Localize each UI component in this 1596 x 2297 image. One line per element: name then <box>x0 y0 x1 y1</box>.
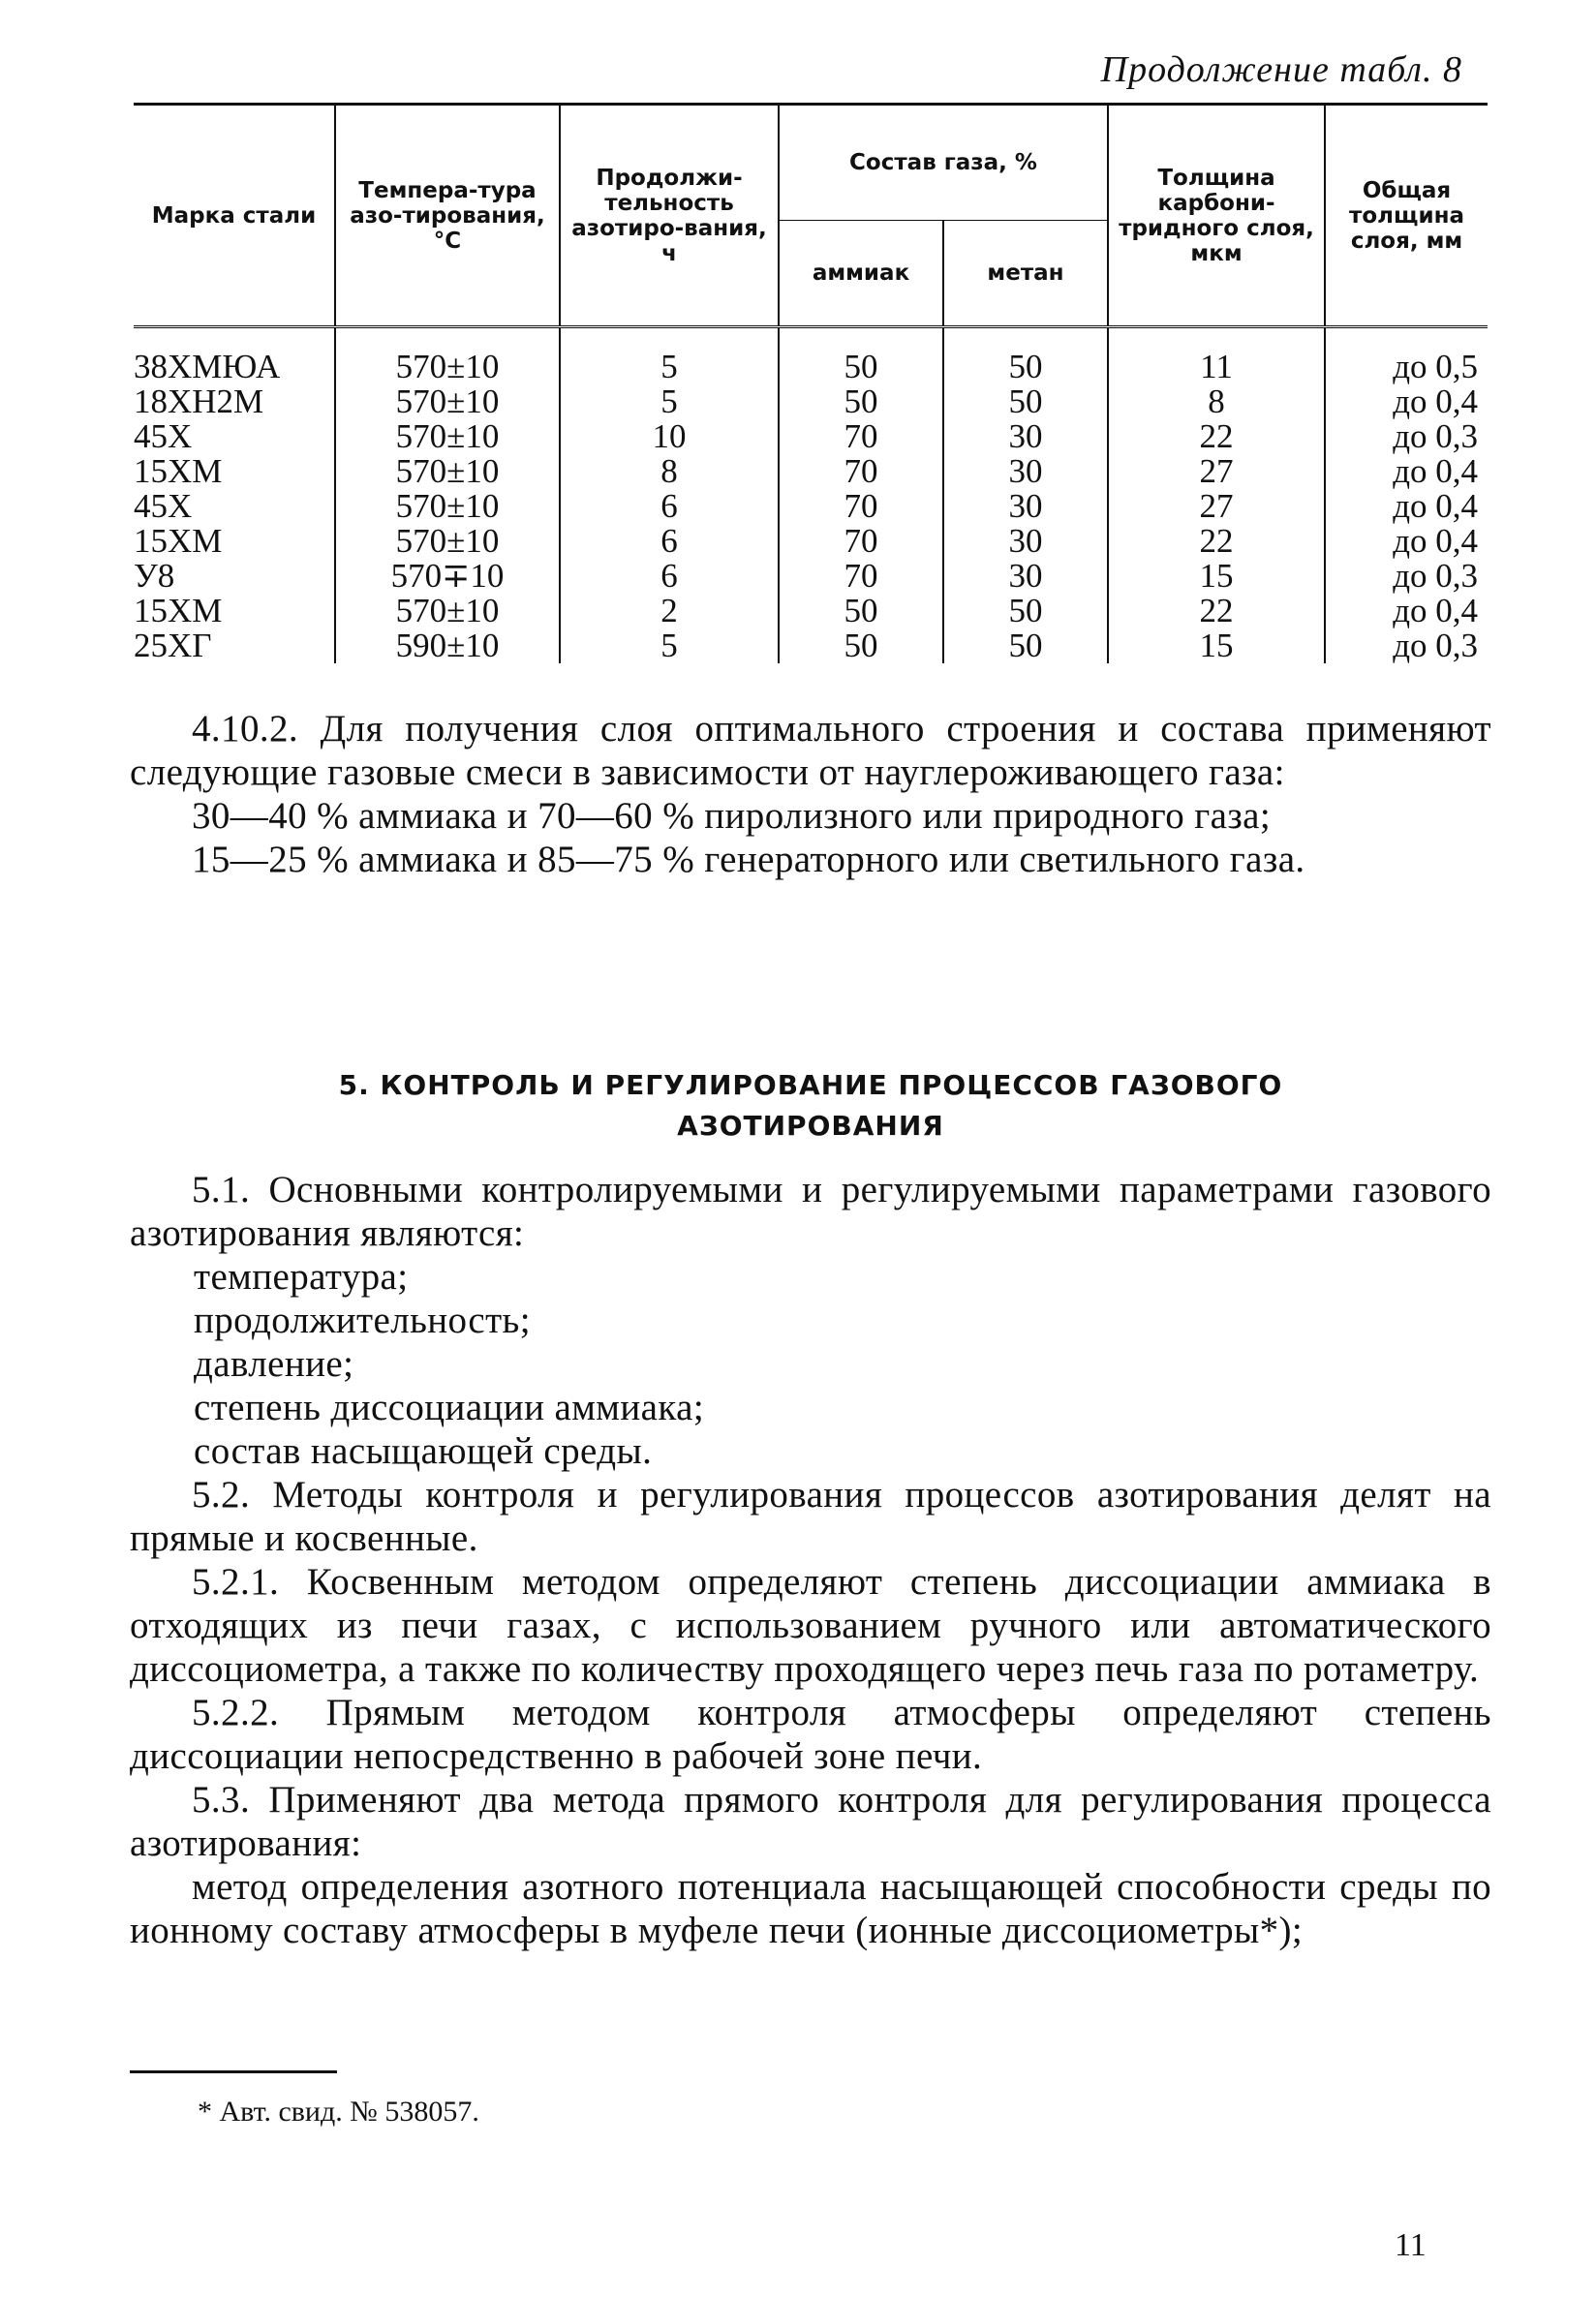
cell-carbonitride: 8 <box>1108 384 1325 419</box>
cell-carbonitride: 27 <box>1108 489 1325 524</box>
table-row <box>134 628 1488 663</box>
table-row <box>134 594 1488 628</box>
cell-temperature: 570±10 <box>335 384 560 419</box>
cell-carbonitride: 27 <box>1108 454 1325 489</box>
cell-temperature: 570±10 <box>335 350 560 384</box>
cell-duration: 8 <box>560 454 779 489</box>
cell-duration: 6 <box>560 524 779 559</box>
table-row <box>134 384 1488 419</box>
list-item: состав насыщающей среды. <box>194 1430 653 1472</box>
table-row <box>134 419 1488 454</box>
list-item: степень диссоциации аммиака; <box>194 1387 705 1428</box>
cell-ammonia: 50 <box>779 350 943 384</box>
header-methane: метан <box>943 221 1108 327</box>
table-row <box>134 524 1488 559</box>
table-row <box>134 489 1488 524</box>
footnote-divider <box>130 2070 337 2073</box>
cell-total: до 0,3 <box>1325 559 1488 594</box>
list-item: давление; <box>194 1343 354 1385</box>
cell-total: до 0,4 <box>1325 489 1488 524</box>
cell-total: до 0,4 <box>1325 384 1488 419</box>
cell-grade: 38ХМЮА <box>134 348 281 385</box>
cell-carbonitride: 15 <box>1108 559 1325 594</box>
cell-ammonia: 70 <box>779 559 943 594</box>
page-number: 11 <box>1395 2227 1427 2263</box>
paragraph-5-2-2: 5.2.2. Прямым методом контроля атмосферы определяют степень диссоциации непосредственно в рабочей зоне печи. <box>130 1692 1491 1777</box>
cell-duration: 5 <box>560 384 779 419</box>
cell-duration: 6 <box>560 489 779 524</box>
header-total-thickness: Общая толщина слоя, мм <box>1325 105 1488 327</box>
cell-grade: 15ХМ <box>134 452 223 490</box>
header-temperature: Темпера-тура азо-тирования, °С <box>335 105 560 327</box>
header-duration: Продолжи-тельность азотиро-вания, ч <box>560 105 779 327</box>
cell-total: до 0,5 <box>1325 350 1488 384</box>
cell-ammonia: 70 <box>779 489 943 524</box>
cell-carbonitride: 15 <box>1108 628 1325 663</box>
cell-grade: 45Х <box>134 417 193 455</box>
cell-grade: 18ХН2М <box>134 383 264 420</box>
paragraph-5-1: 5.1. Основными контролируемыми и регулируемыми параметрами газового азотирования являются: <box>130 1169 1491 1254</box>
table-continuation-caption: Продолжение табл. 8 <box>1100 49 1462 90</box>
cell-temperature: 590±10 <box>335 628 560 663</box>
section-heading <box>130 1065 1491 1147</box>
header-gas-composition: Состав газа, % <box>779 105 1108 221</box>
cell-methane: 30 <box>943 419 1108 454</box>
cell-carbonitride: 22 <box>1108 524 1325 559</box>
paragraph-5-2: 5.2. Методы контроля и регулирования процессов азотирования делят на прямые и косвенные. <box>130 1474 1491 1559</box>
cell-methane: 50 <box>943 628 1108 663</box>
cell-temperature: 570±10 <box>335 594 560 628</box>
cell-methane: 30 <box>943 454 1108 489</box>
table-row <box>134 454 1488 489</box>
table-row <box>134 559 1488 594</box>
list-item: температура; <box>194 1256 409 1298</box>
section-heading-line-1: 5. КОНТРОЛЬ И РЕГУЛИРОВАНИЕ ПРОЦЕССОВ ГАЗОВОГО <box>338 1069 1283 1101</box>
cell-temperature: 570∓10 <box>335 559 560 594</box>
list-item: продолжительность; <box>194 1300 531 1341</box>
cell-duration: 10 <box>560 419 779 454</box>
cell-methane: 30 <box>943 524 1108 559</box>
cell-carbonitride: 22 <box>1108 419 1325 454</box>
cell-ammonia: 70 <box>779 419 943 454</box>
paragraph-5-2-1: 5.2.1. Косвенным методом определяют степень диссоциации аммиака в отходящих из печи газах, с использованием ручного или автоматического диссоциометра, а также по количеству проходящего через печь газа по ротаметру. <box>130 1561 1491 1690</box>
cell-grade: 15ХМ <box>134 592 223 629</box>
header-steel-grade: Марка стали <box>134 105 335 327</box>
cell-methane: 50 <box>943 594 1108 628</box>
cell-ammonia: 50 <box>779 628 943 663</box>
cell-ammonia: 70 <box>779 524 943 559</box>
header-ammonia: аммиак <box>779 221 943 327</box>
gas-mixture-2: 15—25 % аммиака и 85—75 % генераторного или светильного газа. <box>192 839 1305 880</box>
cell-temperature: 570±10 <box>335 419 560 454</box>
gas-mixture-1: 30—40 % аммиака и 70—60 % пиролизного или природного газа; <box>192 795 1272 837</box>
cell-ammonia: 50 <box>779 384 943 419</box>
paragraph-5-3: 5.3. Применяют два метода прямого контроля для регулирования процесса азотирования: <box>130 1779 1491 1864</box>
paragraph-5-3-method: метод определения азотного потенциала насыщающей способности среды по ионному составу атмосферы в муфеле печи (ионные диссоциометры*); <box>130 1866 1491 1951</box>
cell-grade: У8 <box>134 557 175 595</box>
section-heading-line-2: АЗОТИРОВАНИЯ <box>677 1110 944 1142</box>
cell-ammonia: 50 <box>779 594 943 628</box>
cell-carbonitride: 22 <box>1108 594 1325 628</box>
table-row <box>134 350 1488 384</box>
header-carbonitride-thickness: Толщина карбони-тридного слоя, мкм <box>1108 105 1325 327</box>
cell-methane: 50 <box>943 350 1108 384</box>
cell-ammonia: 70 <box>779 454 943 489</box>
cell-carbonitride: 11 <box>1108 350 1325 384</box>
cell-total: до 0,4 <box>1325 454 1488 489</box>
cell-total: до 0,4 <box>1325 594 1488 628</box>
cell-temperature: 570±10 <box>335 489 560 524</box>
cell-temperature: 570±10 <box>335 524 560 559</box>
cell-total: до 0,3 <box>1325 628 1488 663</box>
cell-total: до 0,4 <box>1325 524 1488 559</box>
cell-methane: 50 <box>943 384 1108 419</box>
cell-methane: 30 <box>943 559 1108 594</box>
cell-grade: 15ХМ <box>134 522 223 560</box>
cell-total: до 0,3 <box>1325 419 1488 454</box>
cell-duration: 5 <box>560 628 779 663</box>
cell-duration: 2 <box>560 594 779 628</box>
nitriding-parameters-table <box>134 103 1488 663</box>
cell-duration: 6 <box>560 559 779 594</box>
cell-methane: 30 <box>943 489 1108 524</box>
cell-grade: 25ХГ <box>134 627 212 664</box>
cell-duration: 5 <box>560 350 779 384</box>
gas-mixtures-section <box>130 707 1491 881</box>
cell-grade: 45Х <box>134 487 193 525</box>
footnote: * Авт. свид. № 538057. <box>198 2096 479 2128</box>
paragraph-4-10-2: 4.10.2. Для получения слоя оптимального строения и состава применяют следующие газовые смеси в зависимости от науглероживающего газа: <box>130 708 1491 793</box>
section-5 <box>130 1065 1491 1952</box>
cell-temperature: 570±10 <box>335 454 560 489</box>
